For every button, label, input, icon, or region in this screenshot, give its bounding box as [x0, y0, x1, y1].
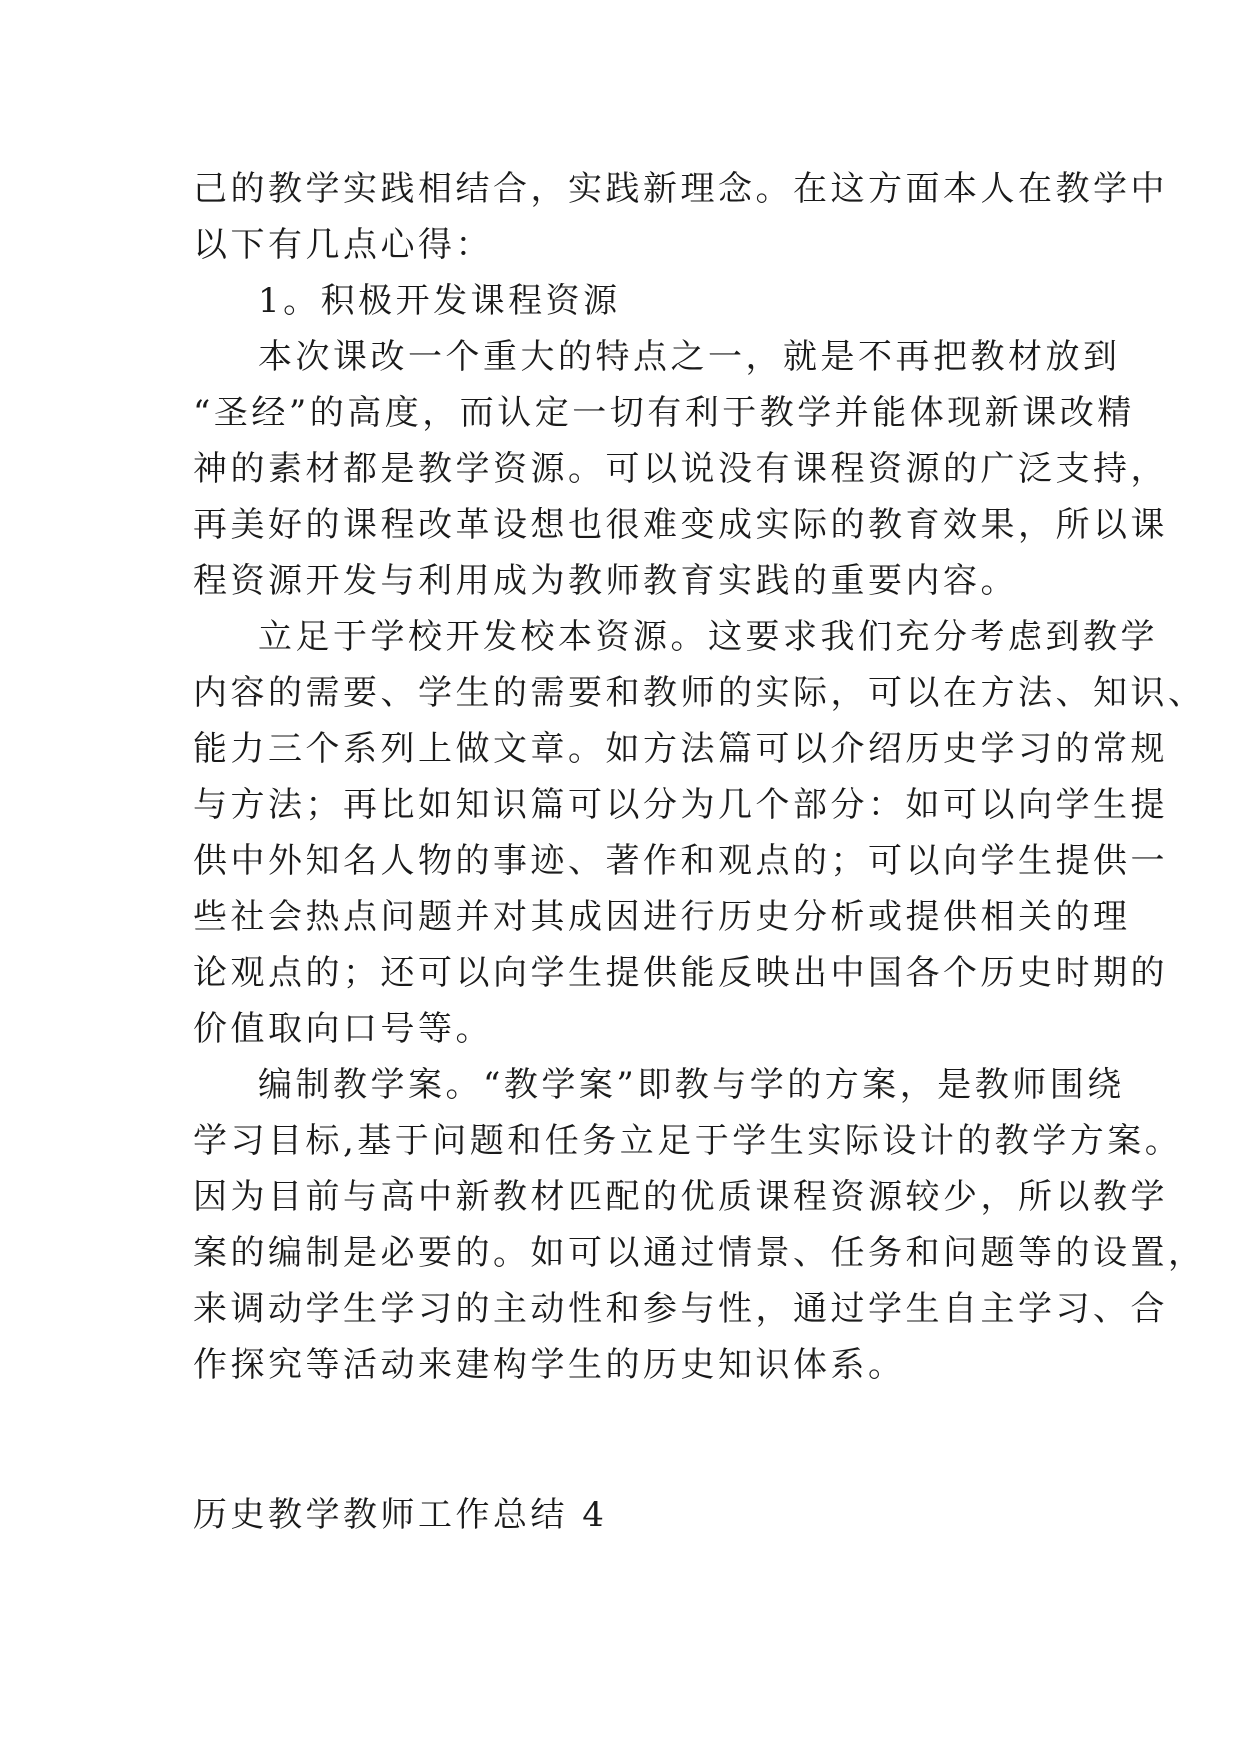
text-line: 以下有几点心得： [193, 225, 493, 265]
text-line: 编制教学案。“教学案”即教与学的方案，是教师围绕 [258, 1065, 1125, 1105]
text-line: 供中外知名人物的事迹、著作和观点的；可以向学生提供一 [193, 841, 1168, 881]
text-line: 来调动学生学习的主动性和参与性，通过学生自主学习、合 [193, 1289, 1168, 1329]
text-line: 学习目标,基于问题和任务立足于学生实际设计的教学方案。 [193, 1121, 1183, 1161]
text-line: 案的编制是必要的。如可以通过情景、任务和问题等的设置， [193, 1233, 1206, 1273]
text-line: 与方法；再比如知识篇可以分为几个部分：如可以向学生提 [193, 785, 1168, 825]
text-line: 己的教学实践相结合，实践新理念。在这方面本人在教学中 [193, 169, 1168, 209]
text-line: “圣经”的高度，而认定一切有利于教学并能体现新课改精 [193, 393, 1135, 433]
text-line: 神的素材都是教学资源。可以说没有课程资源的广泛支持， [193, 449, 1168, 489]
text-line: 本次课改一个重大的特点之一，就是不再把教材放到 [258, 337, 1121, 377]
text-line: 价值取向口号等。 [193, 1009, 493, 1049]
text-line: 程资源开发与利用成为教师教育实践的重要内容。 [193, 561, 1018, 601]
text-line: 论观点的；还可以向学生提供能反映出中国各个历史时期的 [193, 953, 1168, 993]
document-heading: 历史教学教师工作总结 4 [193, 1495, 608, 1535]
text-line: 些社会热点问题并对其成因进行历史分析或提供相关的理 [193, 897, 1131, 937]
text-line: 作探究等活动来建构学生的历史知识体系。 [193, 1345, 906, 1385]
text-line: 再美好的课程改革设想也很难变成实际的教育效果，所以课 [193, 505, 1168, 545]
section-heading: 1。积极开发课程资源 [258, 281, 621, 321]
text-line: 能力三个系列上做文章。如方法篇可以介绍历史学习的常规 [193, 729, 1168, 769]
text-line: 立足于学校开发校本资源。这要求我们充分考虑到教学 [258, 617, 1158, 657]
text-line: 内容的需要、学生的需要和教师的实际，可以在方法、知识、 [193, 673, 1206, 713]
text-line: 因为目前与高中新教材匹配的优质课程资源较少，所以教学 [193, 1177, 1168, 1217]
